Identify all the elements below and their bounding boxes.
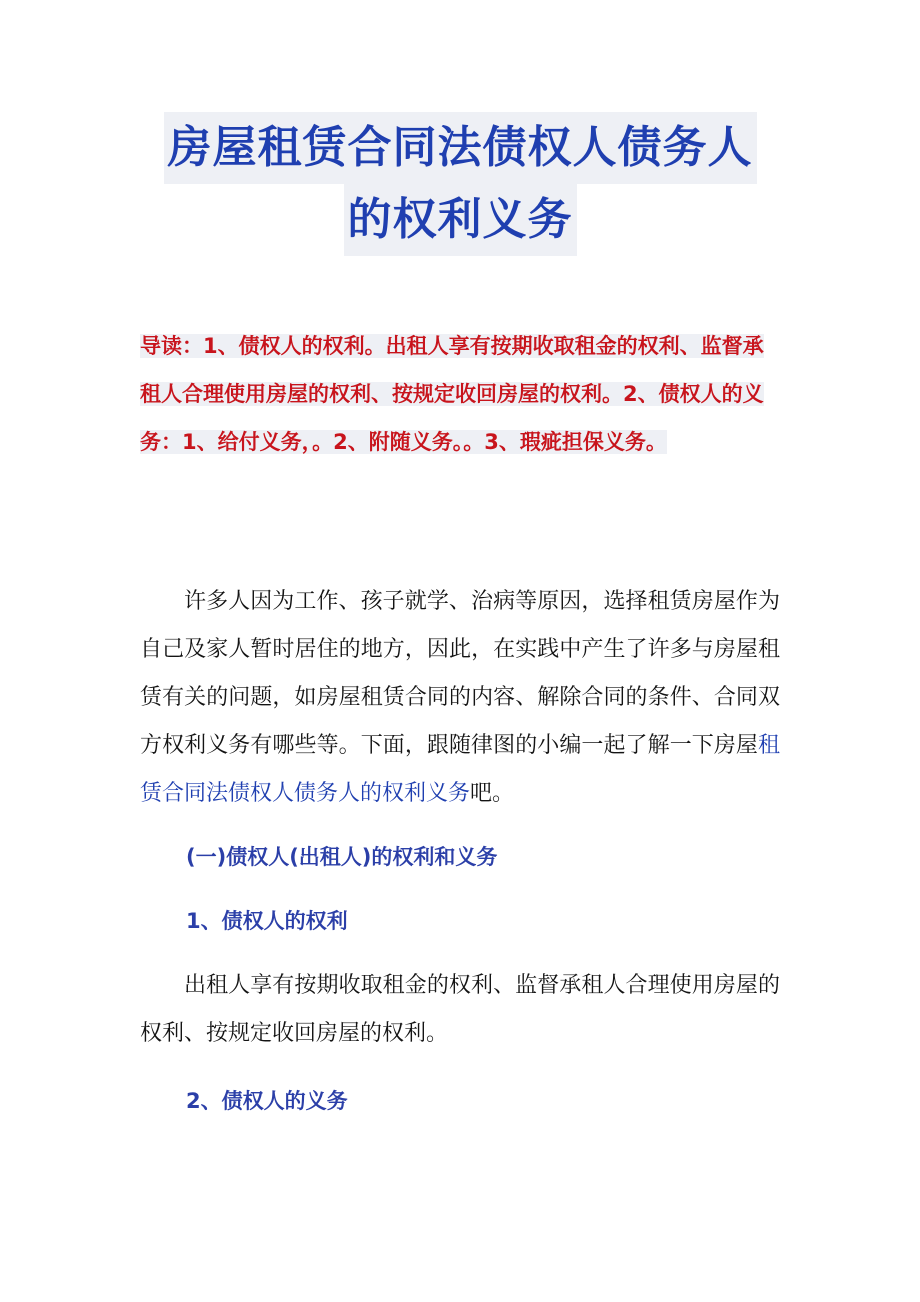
section-heading-creditor-rights-duties: (一)债权人(出租人)的权利和义务 [186,845,498,869]
lead-summary [140,322,780,466]
subheading-creditor-rights: 1、债权人的权利 [186,909,348,933]
intro-text-end: 吧。 [470,781,515,806]
subheading-creditor-duties: 2、债权人的义务 [186,1089,348,1113]
creditor-rights-paragraph: 出租人享有按期收取租金的权利、监督承租人合理使用房屋的权利、按规定收回房屋的权利。 [140,973,780,1046]
lead-summary-text: 导读：1、债权人的权利。出租人享有按期收取租金的权利、监督承租人合理使用房屋的权利、按规定收回房屋的权利。2、债权人的义务：1、给付义务，。2、附随义务。。3、瑕疵担保义务。 [140,334,764,454]
document-title [0,112,920,256]
intro-link[interactable]: 租赁合同法债权人债务人的权利义务 [140,733,780,806]
intro-paragraph [140,578,780,818]
intro-text: 许多人因为工作、孩子就学、治病等原因，选择租赁房屋作为自己及家人暂时居住的地方，因此，在实践中产生了许多与房屋租赁有关的问题，如房屋租赁合同的内容、解除合同的条件、合同双方权利义务有哪些等。下面，跟随律图的小编一起了解一下房屋 [140,589,780,758]
title-line-1: 房屋租赁合同法债权人债务人 [164,112,757,184]
title-line-2: 的权利义务 [344,184,577,256]
